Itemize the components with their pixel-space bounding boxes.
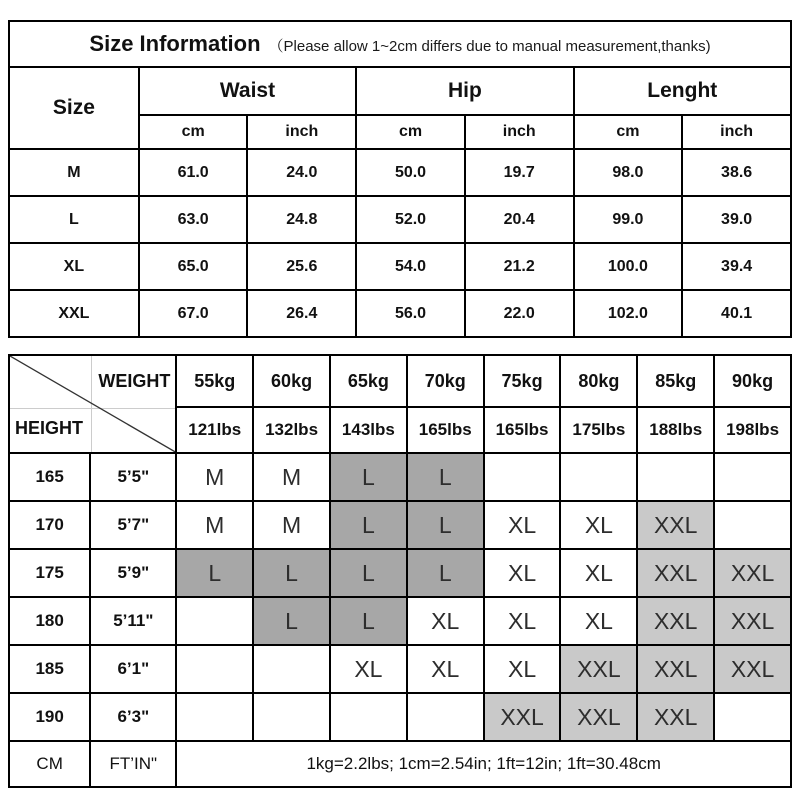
fit-cell: L: [407, 549, 484, 597]
table-row: [9, 67, 791, 115]
size-info-title-cell: [9, 21, 791, 67]
weight-lbs-header: 121lbs: [176, 407, 253, 453]
length-group-header: Lenght: [574, 67, 791, 115]
weight-kg-header: 65kg: [330, 355, 407, 407]
height-ftin-cell: 6’3": [90, 693, 176, 741]
measure-cell: 54.0: [356, 243, 465, 290]
unit-header: cm: [356, 115, 465, 149]
height-cm-cell: 165: [9, 453, 90, 501]
footer-ftin-label: FT’IN": [90, 741, 176, 787]
size-information-table: [8, 20, 792, 338]
height-cm-cell: 180: [9, 597, 90, 645]
table-row: [9, 453, 791, 501]
fit-cell: XXL: [637, 549, 714, 597]
fit-cell: XXL: [714, 549, 791, 597]
weight-kg-header: 90kg: [714, 355, 791, 407]
fit-cell: [176, 693, 253, 741]
measure-cell: 56.0: [356, 290, 465, 337]
fit-cell: L: [330, 549, 407, 597]
fit-cell: L: [407, 453, 484, 501]
weight-kg-header: 70kg: [407, 355, 484, 407]
fit-cell: XL: [330, 645, 407, 693]
fit-cell: XL: [484, 549, 561, 597]
fit-cell: L: [330, 597, 407, 645]
fit-cell: L: [330, 501, 407, 549]
unit-header: cm: [574, 115, 683, 149]
fit-cell: L: [253, 549, 330, 597]
size-label: XXL: [9, 290, 139, 337]
weight-lbs-header: 175lbs: [560, 407, 637, 453]
fit-cell: M: [176, 501, 253, 549]
measure-cell: 19.7: [465, 149, 574, 196]
measure-cell: 40.1: [682, 290, 791, 337]
unit-header: inch: [682, 115, 791, 149]
fit-cell: [253, 693, 330, 741]
fit-cell: M: [176, 453, 253, 501]
fit-cell: L: [407, 501, 484, 549]
title-note: （Please allow 1~2cm differs due to manual measurement,thanks): [268, 38, 711, 55]
fit-cell: XL: [484, 645, 561, 693]
measure-cell: 50.0: [356, 149, 465, 196]
measure-cell: 24.8: [247, 196, 356, 243]
measure-cell: 61.0: [139, 149, 248, 196]
measure-cell: 25.6: [247, 243, 356, 290]
weight-lbs-header: 188lbs: [637, 407, 714, 453]
conversion-note: 1kg=2.2lbs; 1cm=2.54in; 1ft=12in; 1ft=30.48cm: [176, 741, 791, 787]
fit-cell: XXL: [637, 645, 714, 693]
height-weight-table: [8, 354, 792, 788]
size-column-header: Size: [9, 67, 139, 149]
measure-cell: 65.0: [139, 243, 248, 290]
fit-cell: XXL: [714, 645, 791, 693]
weight-lbs-header: 143lbs: [330, 407, 407, 453]
weight-axis-label: WEIGHT: [98, 371, 171, 391]
fit-cell: [176, 597, 253, 645]
measure-cell: 99.0: [574, 196, 683, 243]
measure-cell: 39.0: [682, 196, 791, 243]
measure-cell: 63.0: [139, 196, 248, 243]
table-row: [9, 243, 791, 290]
table-row: [9, 149, 791, 196]
fit-cell: XL: [560, 501, 637, 549]
fit-cell: L: [330, 453, 407, 501]
height-cm-cell: 175: [9, 549, 90, 597]
fit-cell: XL: [560, 597, 637, 645]
fit-cell: L: [176, 549, 253, 597]
fit-cell: L: [253, 597, 330, 645]
measure-cell: 98.0: [574, 149, 683, 196]
weight-lbs-header: 165lbs: [407, 407, 484, 453]
size-label: M: [9, 149, 139, 196]
measure-cell: 22.0: [465, 290, 574, 337]
fit-cell: XL: [484, 597, 561, 645]
table-row: [9, 21, 791, 67]
fit-cell: XL: [560, 549, 637, 597]
height-cm-cell: 190: [9, 693, 90, 741]
unit-header: inch: [247, 115, 356, 149]
height-ftin-cell: 5’5": [90, 453, 176, 501]
fit-cell: [330, 693, 407, 741]
table-row: [9, 741, 791, 787]
table-row: [9, 501, 791, 549]
size-label: L: [9, 196, 139, 243]
height-weight-corner-cell: [9, 355, 176, 453]
page-title: Size Information: [89, 31, 261, 56]
unit-header: inch: [465, 115, 574, 149]
table-row: [9, 693, 791, 741]
measure-cell: 24.0: [247, 149, 356, 196]
height-ftin-cell: 5’9": [90, 549, 176, 597]
measure-cell: 20.4: [465, 196, 574, 243]
measure-cell: 67.0: [139, 290, 248, 337]
fit-cell: [714, 453, 791, 501]
weight-lbs-header: 198lbs: [714, 407, 791, 453]
table-row: [9, 645, 791, 693]
hip-group-header: Hip: [356, 67, 573, 115]
weight-lbs-header: 132lbs: [253, 407, 330, 453]
height-cm-cell: 185: [9, 645, 90, 693]
fit-cell: M: [253, 453, 330, 501]
fit-cell: XL: [407, 597, 484, 645]
measure-cell: 38.6: [682, 149, 791, 196]
weight-kg-header: 75kg: [484, 355, 561, 407]
fit-cell: XL: [407, 645, 484, 693]
table-row: [9, 549, 791, 597]
size-label: XL: [9, 243, 139, 290]
fit-cell: XXL: [560, 645, 637, 693]
measure-cell: 100.0: [574, 243, 683, 290]
unit-header: cm: [139, 115, 248, 149]
weight-kg-header: 85kg: [637, 355, 714, 407]
fit-cell: XXL: [484, 693, 561, 741]
weight-kg-header: 60kg: [253, 355, 330, 407]
measure-cell: 52.0: [356, 196, 465, 243]
fit-cell: XL: [484, 501, 561, 549]
fit-cell: M: [253, 501, 330, 549]
fit-cell: [560, 453, 637, 501]
weight-kg-header: 55kg: [176, 355, 253, 407]
weight-lbs-header: 165lbs: [484, 407, 561, 453]
fit-cell: [714, 693, 791, 741]
height-ftin-cell: 5’7": [90, 501, 176, 549]
waist-group-header: Waist: [139, 67, 356, 115]
height-ftin-cell: 5’11": [90, 597, 176, 645]
weight-kg-header: 80kg: [560, 355, 637, 407]
height-ftin-cell: 6’1": [90, 645, 176, 693]
fit-cell: XXL: [637, 501, 714, 549]
footer-cm-label: CM: [9, 741, 90, 787]
measure-cell: 21.2: [465, 243, 574, 290]
fit-cell: [407, 693, 484, 741]
measure-cell: 39.4: [682, 243, 791, 290]
fit-cell: [714, 501, 791, 549]
fit-cell: XXL: [637, 597, 714, 645]
height-cm-cell: 170: [9, 501, 90, 549]
table-row: [9, 597, 791, 645]
table-row: [9, 355, 791, 407]
fit-cell: XXL: [637, 693, 714, 741]
fit-cell: XXL: [560, 693, 637, 741]
measure-cell: 26.4: [247, 290, 356, 337]
fit-cell: XXL: [714, 597, 791, 645]
table-row: [9, 196, 791, 243]
fit-cell: [484, 453, 561, 501]
fit-cell: [637, 453, 714, 501]
table-row: [9, 290, 791, 337]
height-axis-label: HEIGHT: [15, 418, 84, 438]
fit-cell: [253, 645, 330, 693]
measure-cell: 102.0: [574, 290, 683, 337]
fit-cell: [176, 645, 253, 693]
